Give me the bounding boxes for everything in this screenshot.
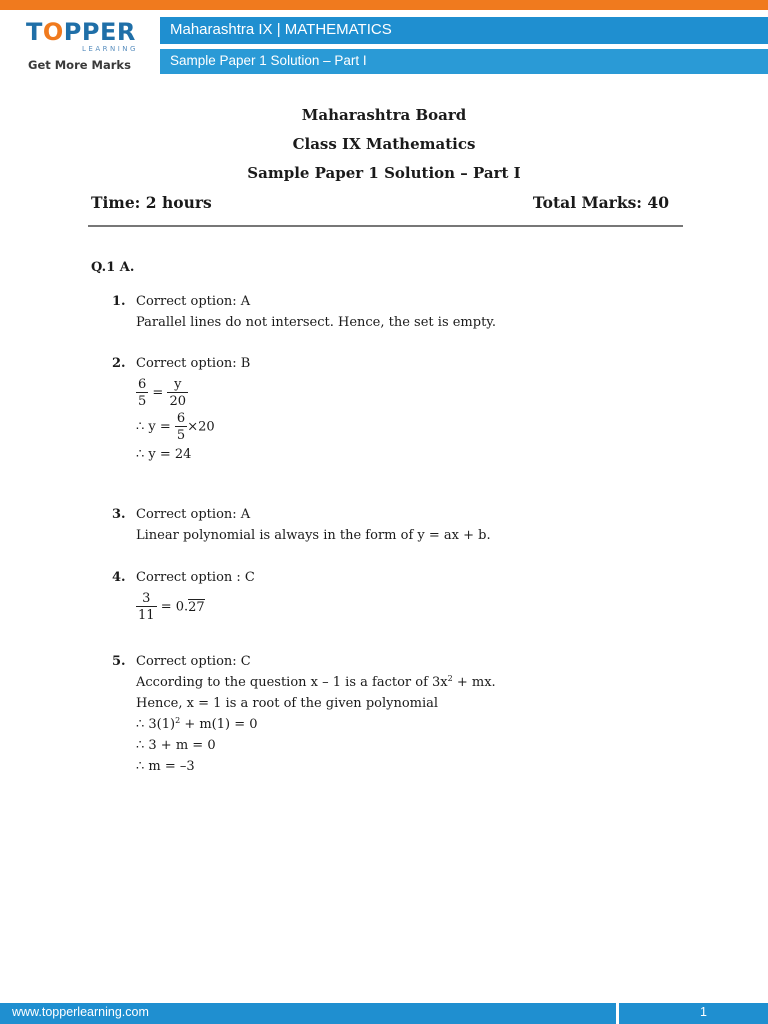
repeating-digits: 27: [188, 599, 205, 615]
doc-title-class: Class IX Mathematics: [292, 135, 476, 153]
header-paper: Sample Paper 1 Solution – Part I: [170, 53, 367, 68]
explanation-line: Parallel lines do not intersect. Hence, the set is empty.: [136, 315, 497, 330]
correct-option: Correct option: A: [136, 507, 251, 522]
total-marks-label: Total Marks: 40: [532, 193, 669, 212]
logo-wordmark: TOPPER: [26, 18, 136, 46]
header-subject-bar: [160, 17, 768, 44]
equation-result: ∴ y = 24: [136, 447, 192, 462]
logo-subtitle: LEARNING: [82, 45, 138, 53]
equation-line: ∴ $3(1)^2 + m(1) = 0$: [136, 716, 258, 732]
fraction: $\frac{y}{20}$: [169, 377, 187, 409]
fraction: $\frac{6}{5}$: [138, 377, 147, 409]
equation-line: ∴ m = –3: [136, 759, 195, 774]
doc-title-paper: Sample Paper 1 Solution – Part I: [247, 164, 521, 182]
explanation-line: Linear polynomial is always in the form of y = ax + b.: [136, 528, 491, 543]
question-number: 2.: [112, 356, 126, 371]
section-heading: Q.1 A.: [91, 260, 135, 275]
doc-title-board: Maharashtra Board: [301, 106, 467, 124]
question-number: 1.: [112, 294, 126, 309]
time-label: Time: 2 hours: [91, 193, 212, 212]
footer-divider: [616, 1003, 619, 1024]
question-number: 5.: [112, 654, 126, 669]
footer-website-link[interactable]: www.topperlearning.com: [12, 1005, 149, 1019]
page-number: 1: [700, 1005, 707, 1019]
question-number: 3.: [112, 507, 126, 522]
correct-option: Correct option: C: [136, 654, 251, 669]
equation-proportion: [136, 378, 676, 408]
fraction: $\frac{3}{11}$: [138, 591, 155, 623]
equation-recurring-decimal: $\frac{3}{11}$ = 0.27: [138, 591, 205, 623]
header-paper-bar: [160, 49, 768, 74]
question-number: 4.: [112, 570, 126, 585]
correct-option: Correct option: B: [136, 356, 251, 371]
correct-option: Correct option: A: [136, 294, 251, 309]
explanation-line: According to the question x – 1 is a factor of $3x^2$ + mx.: [136, 674, 496, 690]
correct-option: Correct option : C: [136, 570, 255, 585]
logo-tagline: Get More Marks: [28, 58, 131, 72]
footer-bar: [0, 1003, 768, 1024]
header-subject: Maharashtra IX | MATHEMATICS: [170, 21, 392, 38]
equation-line: ∴ 3 + m = 0: [136, 738, 216, 753]
top-accent-strip: [0, 0, 768, 10]
equals-sign: =: [152, 385, 164, 401]
equation-solve-y: ∴ y = $\frac{6}{5}$ ×20: [136, 411, 215, 443]
header-divider: [88, 225, 683, 227]
fraction: $\frac{6}{5}$: [176, 411, 186, 443]
logo-target-o: O: [42, 18, 64, 46]
explanation-line: Hence, x = 1 is a root of the given polynomial: [136, 696, 439, 711]
topper-logo: [22, 18, 140, 76]
